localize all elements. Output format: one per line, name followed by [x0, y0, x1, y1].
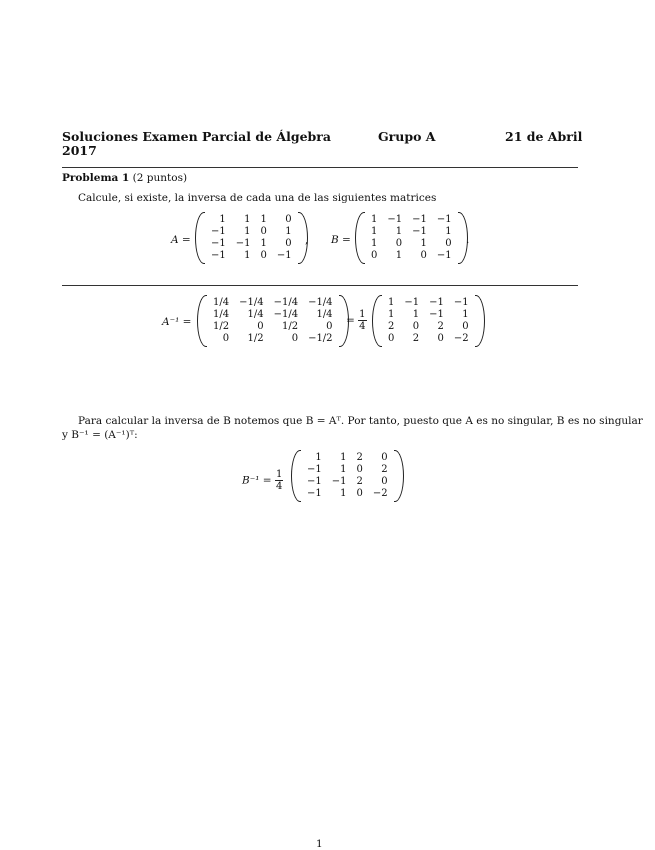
matrix-b-inverse-scaled-cell: 0	[381, 452, 388, 463]
matrix-b-inverse-scaled-cell: 1	[340, 452, 347, 463]
matrix-b-inverse-scaled-cell: 2	[356, 476, 363, 487]
b-inverse-label	[242, 469, 283, 492]
matrix-a-inverse-scaled-table	[383, 297, 474, 345]
matrix-a-cell: 1	[219, 214, 226, 225]
matrix-a-cell: 0	[285, 238, 292, 249]
fraction-denominator: 4	[275, 481, 283, 492]
matrix-b-cell: 0	[420, 250, 427, 261]
a-inverse-label: A⁻¹ =	[162, 316, 192, 328]
b-inverse-label-text: B⁻¹ =	[242, 474, 272, 487]
matrix-a-cell: −1	[211, 250, 226, 261]
matrix-a-inverse-cell: 1/4	[316, 309, 333, 320]
matrix-a-inverse-scaled-cell: 1	[388, 309, 395, 320]
matrix-b-cell: −1	[436, 214, 452, 225]
matrix-a-inverse-cell: 1/2	[247, 333, 264, 344]
matrix-a-cell: 1	[244, 214, 251, 225]
matrix-a-inverse-scaled	[372, 295, 485, 347]
matrix-a-cell: 1	[260, 238, 267, 249]
matrix-a-inverse-scaled-row	[383, 309, 474, 321]
matrix-a-table	[206, 214, 297, 262]
matrix-b-inverse-scaled-row	[302, 476, 393, 488]
matrix-a-cell: 1	[244, 226, 251, 237]
matrix-b-cell: 1	[395, 250, 403, 261]
header-title: Soluciones Examen Parcial de Álgebra	[62, 129, 331, 144]
matrix-b-cell: −1	[412, 226, 427, 237]
header-rule	[62, 167, 578, 168]
matrix-a-inverse-scaled-cell: −1	[429, 309, 444, 320]
left-paren	[372, 295, 379, 347]
matrix-a-cell: 0	[285, 214, 292, 225]
matrix-a-inverse-scaled-row	[383, 333, 474, 345]
section-rule	[62, 285, 578, 286]
fraction-numerator: 1	[359, 309, 366, 320]
matrix-a-inverse-scaled-cell: 2	[412, 333, 420, 344]
matrix-b-inverse-scaled-cell: 2	[356, 452, 363, 463]
matrix-a-inverse-row	[208, 321, 338, 333]
matrix-a-inverse-scaled-cell: 0	[462, 321, 469, 332]
matrix-a-cell: −1	[211, 238, 226, 249]
matrix-a-row	[206, 214, 297, 226]
left-paren	[355, 212, 362, 264]
matrix-b-inverse-scaled-cell: 0	[356, 464, 363, 475]
matrix-a-inverse-cell: 0	[326, 321, 333, 332]
matrix-a-inverse-cell: −1/4	[273, 297, 299, 308]
matrix-a-cell: −1	[276, 250, 292, 261]
matrix-a-inverse-scaled-cell: 0	[388, 333, 395, 344]
matrix-b-row	[366, 214, 457, 226]
matrix-a	[195, 212, 308, 264]
matrix-b-inverse-scaled-row	[302, 464, 393, 476]
matrix-b-row	[366, 226, 457, 238]
matrix-a-cell: 1	[285, 226, 292, 237]
header-year: 2017	[62, 143, 97, 158]
equals-sign	[346, 309, 367, 332]
matrix-a-inverse-row	[208, 309, 338, 321]
matrix-b-inverse-scaled	[291, 450, 404, 502]
matrix-a-cell: −1	[235, 238, 251, 249]
matrix-a-row	[206, 250, 297, 262]
matrix-b-inverse-scaled-cell: 2	[381, 464, 388, 475]
matrix-b-cell: −1	[436, 250, 452, 261]
left-paren	[197, 295, 204, 347]
matrix-a-inverse-scaled-cell: 1	[388, 297, 395, 308]
problem-statement: Calcule, si existe, la inversa de cada una de las siguientes matrices	[78, 192, 437, 204]
problem-label: Problema 1	[62, 172, 130, 184]
matrix-b-inverse-scaled-cell: −1	[307, 476, 322, 487]
matrix-a-separator: ,	[305, 234, 309, 246]
matrix-a-inverse-scaled-cell: 2	[388, 321, 395, 332]
matrix-a-inverse-cell: 0	[222, 333, 230, 344]
matrix-a-inverse-cell: −1/4	[239, 297, 264, 308]
matrix-a-inverse-cell: 1/4	[213, 309, 230, 320]
matrix-a-inverse-scaled-cell: 1	[412, 309, 420, 320]
matrix-a-inverse-cell: 0	[291, 333, 299, 344]
matrix-b-row	[366, 250, 457, 262]
matrix-b-inverse-scaled-cell: 1	[315, 452, 322, 463]
matrix-a-inverse-scaled-cell: 0	[437, 333, 444, 344]
matrix-b-inverse-scaled-cell: −1	[331, 476, 347, 487]
header-group: Grupo A	[378, 129, 436, 144]
equals-text: =	[346, 314, 355, 327]
matrix-b-cell: −1	[387, 214, 403, 225]
matrix-a-inverse-cell: −1/4	[273, 309, 299, 320]
right-paren	[478, 295, 485, 347]
header-date: 21 de Abril	[505, 129, 583, 144]
matrix-b-inverse-scaled-cell: 0	[381, 476, 388, 487]
matrix-b-inverse-scaled-row	[302, 452, 393, 464]
matrix-a-label: A =	[171, 234, 191, 246]
problem-heading	[62, 172, 187, 184]
matrix-a-inverse-scaled-cell: 0	[412, 321, 420, 332]
matrix-b-inverse-scaled-cell: 1	[340, 464, 347, 475]
matrix-b-inverse-scaled-cell: −1	[307, 464, 322, 475]
fraction-denominator: 4	[359, 321, 366, 332]
paragraph-line-1: Para calcular la inversa de B notemos que B = Aᵀ. Por tanto, puesto que A es no singular, B es no singular	[78, 415, 643, 427]
matrix-a-inverse-cell: 1/2	[213, 321, 230, 332]
fraction-one-quarter	[358, 309, 366, 332]
matrix-a-inverse-cell: 1/4	[213, 297, 230, 308]
matrix-a-inverse-cell: −1/4	[308, 297, 333, 308]
matrix-a-inverse-scaled-cell: −1	[453, 297, 469, 308]
matrix-b-cell: 1	[371, 214, 378, 225]
matrix-b-cell: 1	[420, 238, 427, 249]
matrix-b-row	[366, 238, 457, 250]
matrix-a-inverse-scaled-cell: 1	[462, 309, 469, 320]
matrix-a-inverse-table	[208, 297, 338, 345]
matrix-a-cell: 1	[244, 250, 251, 261]
matrix-b-cell: −1	[412, 214, 427, 225]
matrix-a-inverse-row	[208, 333, 338, 345]
paragraph-line-2: y B⁻¹ = (A⁻¹)ᵀ:	[62, 429, 138, 441]
matrix-a-cell: 0	[260, 250, 267, 261]
matrix-b-cell: 0	[395, 238, 403, 249]
problem-points: (2 puntos)	[132, 172, 188, 184]
matrix-b-cell: 1	[371, 238, 378, 249]
matrix-a-inverse-cell: 0	[257, 321, 264, 332]
matrix-b-cell: 0	[371, 250, 378, 261]
matrix-b-cell: 1	[445, 226, 452, 237]
matrix-b	[355, 212, 468, 264]
left-paren	[195, 212, 202, 264]
matrix-a-cell: 0	[260, 226, 267, 237]
matrix-b-inverse-scaled-row	[302, 488, 393, 500]
page-number: 1	[316, 838, 323, 850]
matrix-a-inverse-cell: 1/4	[247, 309, 264, 320]
matrix-a-inverse-cell: −1/2	[308, 333, 333, 344]
matrix-a-inverse-cell: 1/2	[281, 321, 299, 332]
matrix-a-inverse	[197, 295, 349, 347]
matrix-a-row	[206, 238, 297, 250]
matrix-a-inverse-scaled-cell: −1	[429, 297, 444, 308]
matrix-b-label: B =	[331, 234, 351, 246]
fraction-one-quarter	[275, 469, 283, 492]
matrix-b-table	[366, 214, 457, 262]
matrix-b-end: .	[466, 234, 470, 246]
matrix-a-inverse-scaled-cell: −2	[453, 333, 469, 344]
matrix-a-row	[206, 226, 297, 238]
left-paren	[291, 450, 298, 502]
matrix-b-inverse-scaled-cell: −1	[307, 488, 322, 499]
matrix-b-inverse-scaled-cell: 0	[356, 488, 363, 499]
matrix-a-inverse-row	[208, 297, 338, 309]
matrix-b-inverse-scaled-table	[302, 452, 393, 500]
matrix-a-cell: −1	[211, 226, 226, 237]
matrix-a-inverse-scaled-cell: 2	[437, 321, 444, 332]
matrix-b-cell: 1	[371, 226, 378, 237]
matrix-b-inverse-scaled-cell: 1	[340, 488, 347, 499]
matrix-b-cell: 1	[395, 226, 403, 237]
matrix-a-inverse-scaled-row	[383, 321, 474, 333]
matrix-b-inverse-scaled-cell: −2	[372, 488, 388, 499]
matrix-b-cell: 0	[445, 238, 452, 249]
matrix-a-inverse-scaled-cell: −1	[404, 297, 420, 308]
fraction-numerator: 1	[275, 469, 283, 480]
matrix-a-cell: 1	[260, 214, 267, 225]
right-paren	[397, 450, 404, 502]
matrix-a-inverse-scaled-row	[383, 297, 474, 309]
